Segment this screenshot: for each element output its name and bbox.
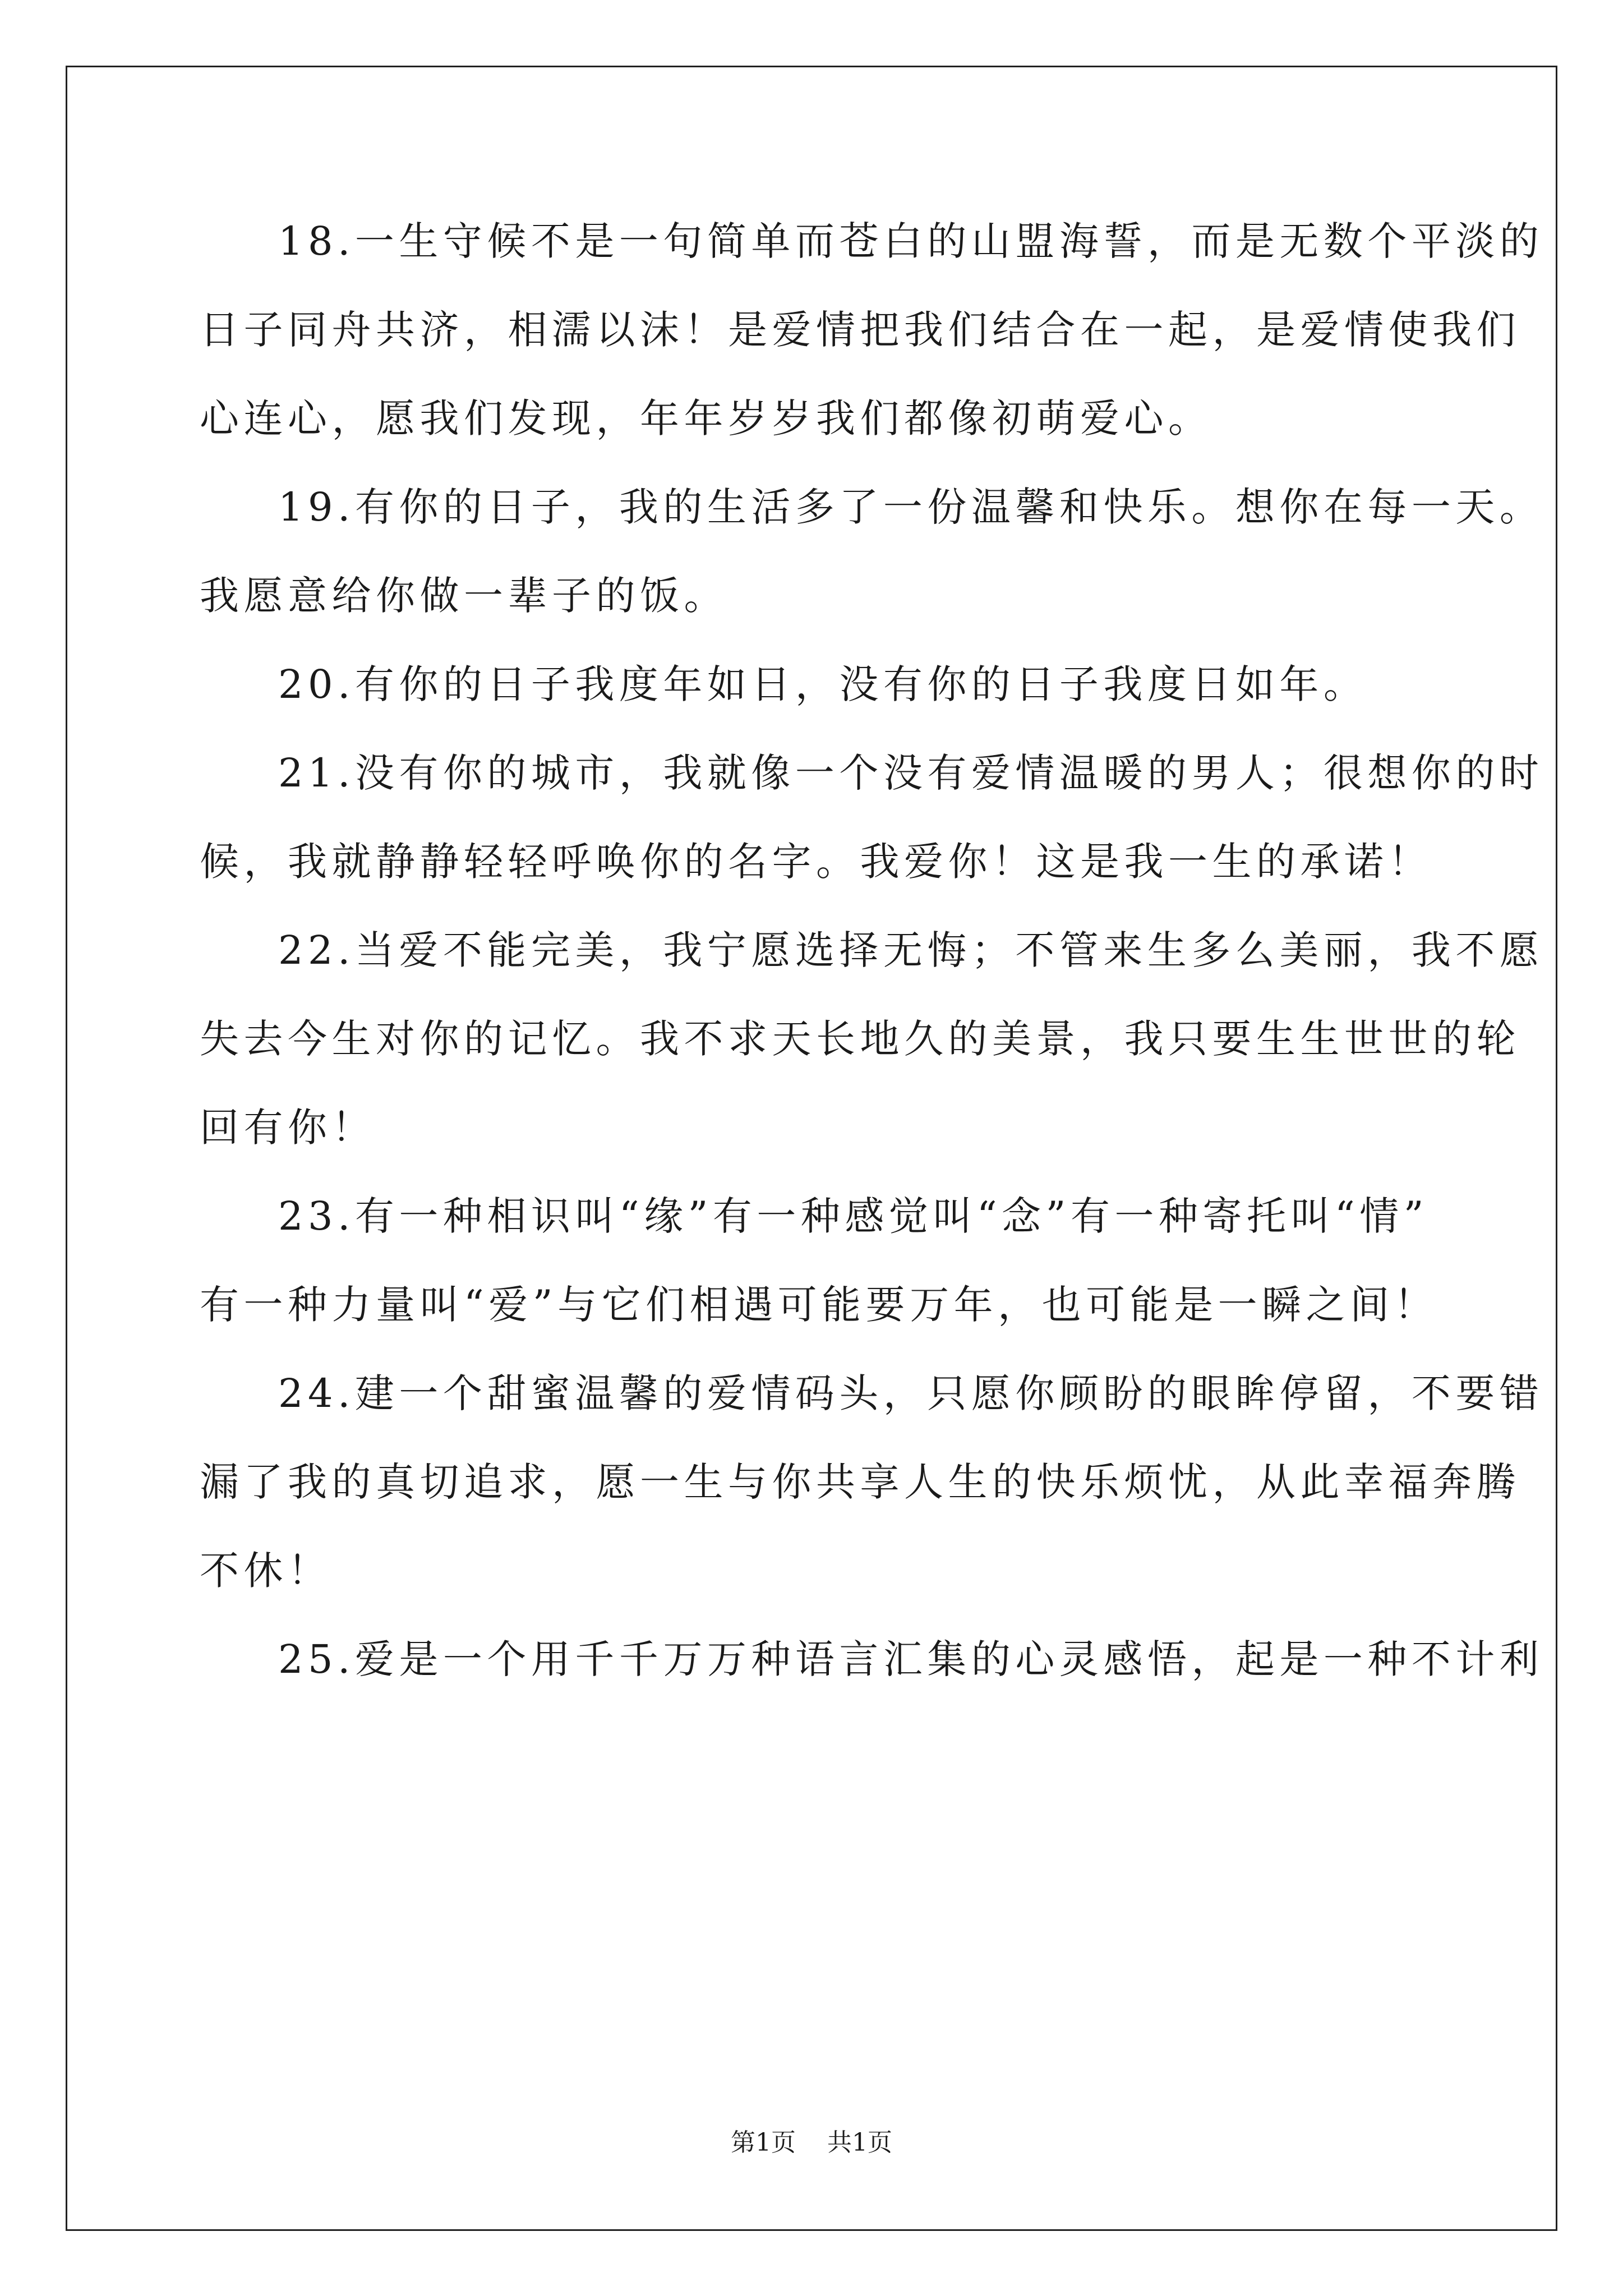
- text-line: 漏了我的真切追求，愿一生与你共享人生的快乐烦忧，从此幸福奔腾: [200, 1459, 1520, 1505]
- text-line: 24.建一个甜蜜温馨的爱情码头，只愿你顾盼的眼眸停留，不要错: [278, 1370, 1544, 1416]
- text-line: 20.有你的日子我度年如日，没有你的日子我度日如年。: [278, 661, 1368, 707]
- text-line: 我愿意给你做一辈子的饭。: [200, 573, 728, 619]
- page-footer: [0, 2126, 1623, 2160]
- page-total: 共1页: [827, 2128, 892, 2157]
- text-line: 21.没有你的城市，我就像一个没有爱情温暖的男人；很想你的时: [278, 750, 1544, 796]
- text-line: 22.当爱不能完美，我宁愿选择无悔；不管来生多么美丽，我不愿: [278, 927, 1544, 973]
- text-line: 18.一生守候不是一句简单而苍白的山盟海誓，而是无数个平淡的: [278, 218, 1544, 264]
- text-line: 不休！: [200, 1548, 332, 1594]
- text-line: 25.爱是一个用千千万万种语言汇集的心灵感悟，起是一种不计利: [278, 1636, 1544, 1682]
- text-line: 有一种力量叫“爱”与它们相遇可能要万年，也可能是一瞬之间！: [200, 1282, 1438, 1328]
- text-line: 候，我就静静轻轻呼唤你的名字。我爱你！这是我一生的承诺！: [200, 839, 1432, 885]
- text-line: 23.有一种相识叫“缘”有一种感觉叫“念”有一种寄托叫“情”: [278, 1193, 1429, 1239]
- text-line: 日子同舟共济，相濡以沫！是爱情把我们结合在一起，是爱情使我们: [200, 307, 1520, 353]
- text-line: 回有你！: [200, 1105, 376, 1151]
- page-number: 第1页: [731, 2128, 796, 2157]
- text-line: 19.有你的日子，我的生活多了一份温馨和快乐。想你在每一天。: [278, 484, 1544, 530]
- text-line: 心连心，愿我们发现，年年岁岁我们都像初萌爱心。: [200, 395, 1212, 441]
- text-line: 失去今生对你的记忆。我不求天长地久的美景，我只要生生世世的轮: [200, 1016, 1520, 1062]
